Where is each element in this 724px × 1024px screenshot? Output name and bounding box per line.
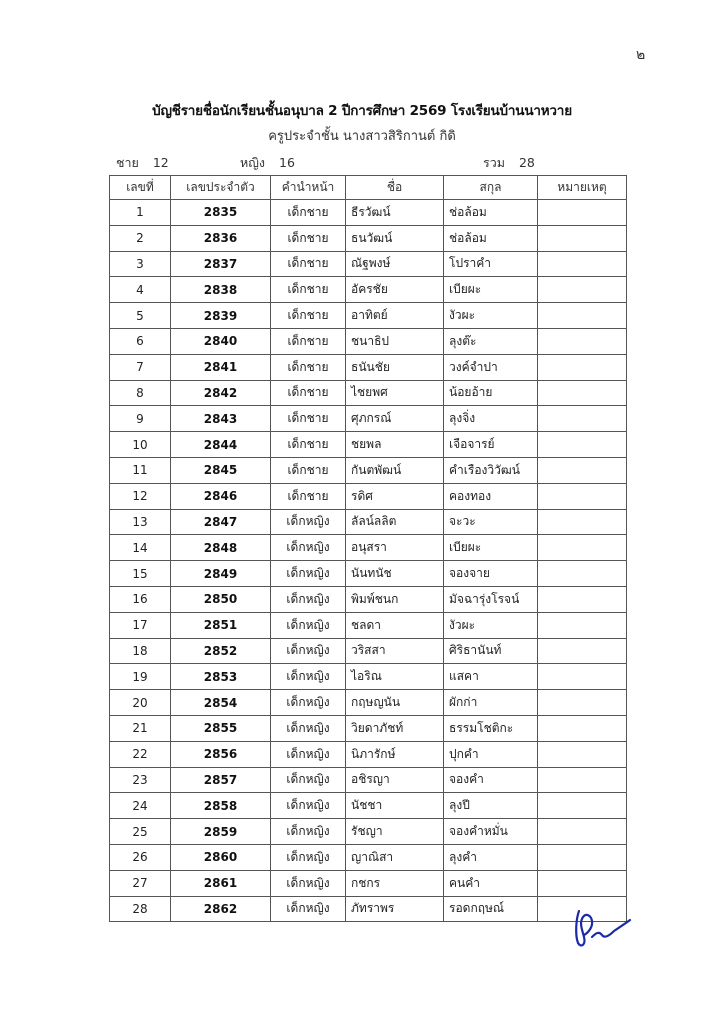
cell-student-id: 2856: [171, 741, 271, 767]
cell-remarks: [538, 767, 627, 793]
cell-number: 13: [110, 509, 171, 535]
table-body: [110, 200, 627, 922]
cell-prefix: เด็กชาย: [271, 200, 346, 226]
cell-last-name: โปราคำ: [444, 251, 538, 277]
cell-last-name: จองจาย: [444, 561, 538, 587]
cell-prefix: เด็กชาย: [271, 277, 346, 303]
cell-student-id: 2845: [171, 457, 271, 483]
table-row: [110, 664, 627, 690]
table-row: [110, 690, 627, 716]
column-header-number: เลขที่: [110, 176, 171, 200]
cell-prefix: เด็กหญิง: [271, 870, 346, 896]
cell-number: 23: [110, 767, 171, 793]
cell-remarks: [538, 225, 627, 251]
cell-student-id: 2852: [171, 638, 271, 664]
cell-prefix: เด็กหญิง: [271, 819, 346, 845]
table-row: [110, 483, 627, 509]
cell-last-name: รอดกฤษณ์: [444, 896, 538, 922]
column-header-student-id: เลขประจำตัว: [171, 176, 271, 200]
cell-student-id: 2859: [171, 819, 271, 845]
cell-number: 16: [110, 586, 171, 612]
cell-number: 21: [110, 715, 171, 741]
cell-number: 5: [110, 303, 171, 329]
cell-last-name: เจือจารย์: [444, 432, 538, 458]
cell-prefix: เด็กชาย: [271, 328, 346, 354]
cell-first-name: อชิรญา: [346, 767, 444, 793]
cell-student-id: 2841: [171, 354, 271, 380]
cell-first-name: นัชชา: [346, 793, 444, 819]
female-count-value: 16: [279, 155, 295, 170]
cell-number: 10: [110, 432, 171, 458]
cell-first-name: กฤษญนัน: [346, 690, 444, 716]
cell-last-name: แสคา: [444, 664, 538, 690]
cell-last-name: ช่อล้อม: [444, 225, 538, 251]
cell-last-name: มัจฉารุ่งโรจน์: [444, 586, 538, 612]
cell-first-name: ภัทราพร: [346, 896, 444, 922]
cell-remarks: [538, 406, 627, 432]
table-row: [110, 793, 627, 819]
cell-student-id: 2842: [171, 380, 271, 406]
signature: [566, 905, 636, 950]
cell-student-id: 2846: [171, 483, 271, 509]
cell-prefix: เด็กหญิง: [271, 509, 346, 535]
cell-number: 25: [110, 819, 171, 845]
table-row: [110, 715, 627, 741]
cell-prefix: เด็กหญิง: [271, 638, 346, 664]
column-header-last-name: สกุล: [444, 176, 538, 200]
cell-prefix: เด็กชาย: [271, 406, 346, 432]
cell-student-id: 2849: [171, 561, 271, 587]
cell-number: 8: [110, 380, 171, 406]
cell-prefix: เด็กชาย: [271, 457, 346, 483]
cell-student-id: 2854: [171, 690, 271, 716]
cell-remarks: [538, 251, 627, 277]
table-row: [110, 432, 627, 458]
cell-student-id: 2839: [171, 303, 271, 329]
cell-last-name: น้อยอ้าย: [444, 380, 538, 406]
cell-student-id: 2857: [171, 767, 271, 793]
table-row: [110, 561, 627, 587]
cell-remarks: [538, 277, 627, 303]
cell-last-name: เบียผะ: [444, 277, 538, 303]
cell-remarks: [538, 483, 627, 509]
cell-prefix: เด็กชาย: [271, 225, 346, 251]
total-count-value: 28: [518, 155, 535, 170]
cell-number: 11: [110, 457, 171, 483]
cell-student-id: 2837: [171, 251, 271, 277]
table-row: [110, 586, 627, 612]
cell-first-name: รัชญา: [346, 819, 444, 845]
cell-first-name: กชกร: [346, 870, 444, 896]
table-row: [110, 844, 627, 870]
cell-first-name: ญาณิสา: [346, 844, 444, 870]
cell-prefix: เด็กชาย: [271, 354, 346, 380]
cell-prefix: เด็กหญิง: [271, 690, 346, 716]
cell-first-name: อนุสรา: [346, 535, 444, 561]
cell-prefix: เด็กหญิง: [271, 844, 346, 870]
cell-remarks: [538, 870, 627, 896]
cell-student-id: 2851: [171, 612, 271, 638]
cell-first-name: วิยดาภัชท์: [346, 715, 444, 741]
cell-prefix: เด็กชาย: [271, 432, 346, 458]
cell-remarks: [538, 844, 627, 870]
cell-prefix: เด็กหญิง: [271, 741, 346, 767]
cell-last-name: จองคำหมั่น: [444, 819, 538, 845]
table-row: [110, 535, 627, 561]
cell-remarks: [538, 664, 627, 690]
table-row: [110, 767, 627, 793]
cell-number: 19: [110, 664, 171, 690]
table-row: [110, 225, 627, 251]
cell-last-name: งัวผะ: [444, 612, 538, 638]
cell-prefix: เด็กหญิง: [271, 664, 346, 690]
cell-number: 15: [110, 561, 171, 587]
female-label: หญิง: [240, 155, 265, 170]
cell-last-name: คองทอง: [444, 483, 538, 509]
cell-student-id: 2840: [171, 328, 271, 354]
table-row: [110, 406, 627, 432]
cell-last-name: ศิริธานันท์: [444, 638, 538, 664]
cell-student-id: 2850: [171, 586, 271, 612]
cell-first-name: ไชยพศ: [346, 380, 444, 406]
male-count: [116, 153, 169, 173]
signature-stroke: [576, 911, 630, 945]
cell-remarks: [538, 612, 627, 638]
table-row: [110, 303, 627, 329]
cell-number: 18: [110, 638, 171, 664]
cell-first-name: นิภารักษ์: [346, 741, 444, 767]
cell-number: 22: [110, 741, 171, 767]
cell-remarks: [538, 586, 627, 612]
cell-number: 6: [110, 328, 171, 354]
cell-last-name: วงค์จำปา: [444, 354, 538, 380]
cell-first-name: ไอริณ: [346, 664, 444, 690]
cell-student-id: 2858: [171, 793, 271, 819]
cell-remarks: [538, 200, 627, 226]
table-row: [110, 509, 627, 535]
cell-last-name: งัวผะ: [444, 303, 538, 329]
cell-student-id: 2860: [171, 844, 271, 870]
cell-first-name: ธนวัฒน์: [346, 225, 444, 251]
cell-remarks: [538, 380, 627, 406]
cell-number: 27: [110, 870, 171, 896]
cell-remarks: [538, 457, 627, 483]
cell-last-name: ลุงจิ่ง: [444, 406, 538, 432]
cell-number: 1: [110, 200, 171, 226]
cell-first-name: รดิศ: [346, 483, 444, 509]
cell-last-name: ลุงปี: [444, 793, 538, 819]
cell-first-name: ชลดา: [346, 612, 444, 638]
cell-last-name: ธรรมโชติกะ: [444, 715, 538, 741]
cell-prefix: เด็กหญิง: [271, 586, 346, 612]
cell-first-name: ณัฐพงษ์: [346, 251, 444, 277]
cell-number: 14: [110, 535, 171, 561]
table-row: [110, 354, 627, 380]
cell-student-id: 2855: [171, 715, 271, 741]
table-row: [110, 741, 627, 767]
cell-student-id: 2843: [171, 406, 271, 432]
cell-student-id: 2847: [171, 509, 271, 535]
cell-first-name: ลัลน์ลลิต: [346, 509, 444, 535]
cell-number: 4: [110, 277, 171, 303]
cell-number: 17: [110, 612, 171, 638]
cell-remarks: [538, 638, 627, 664]
cell-prefix: เด็กหญิง: [271, 561, 346, 587]
student-roster-table: [109, 175, 627, 922]
male-label: ชาย: [116, 155, 139, 170]
cell-last-name: จองคำ: [444, 767, 538, 793]
column-header-first-name: ชื่อ: [346, 176, 444, 200]
cell-prefix: เด็กหญิง: [271, 612, 346, 638]
table-row: [110, 277, 627, 303]
cell-number: 2: [110, 225, 171, 251]
cell-last-name: ผักก่า: [444, 690, 538, 716]
cell-prefix: เด็กชาย: [271, 380, 346, 406]
cell-remarks: [538, 303, 627, 329]
cell-student-id: 2861: [171, 870, 271, 896]
cell-number: 26: [110, 844, 171, 870]
cell-first-name: อาทิตย์: [346, 303, 444, 329]
cell-last-name: คนคำ: [444, 870, 538, 896]
table-row: [110, 612, 627, 638]
cell-first-name: พิมพ์ชนก: [346, 586, 444, 612]
cell-remarks: [538, 509, 627, 535]
cell-student-id: 2838: [171, 277, 271, 303]
cell-student-id: 2835: [171, 200, 271, 226]
cell-remarks: [538, 741, 627, 767]
table-row: [110, 380, 627, 406]
cell-student-id: 2853: [171, 664, 271, 690]
table-row: [110, 870, 627, 896]
cell-first-name: ธนันชัย: [346, 354, 444, 380]
female-count: [240, 153, 295, 173]
table-row: [110, 251, 627, 277]
cell-first-name: วริสสา: [346, 638, 444, 664]
cell-number: 28: [110, 896, 171, 922]
cell-first-name: อัครชัย: [346, 277, 444, 303]
cell-first-name: นันทนัช: [346, 561, 444, 587]
cell-last-name: ช่อล้อม: [444, 200, 538, 226]
cell-number: 9: [110, 406, 171, 432]
page-number: ๒: [636, 47, 646, 63]
cell-remarks: [538, 328, 627, 354]
cell-last-name: ลุงต๊ะ: [444, 328, 538, 354]
cell-number: 20: [110, 690, 171, 716]
cell-last-name: คำเรืองวิวัฒน์: [444, 457, 538, 483]
cell-student-id: 2848: [171, 535, 271, 561]
cell-prefix: เด็กชาย: [271, 303, 346, 329]
cell-number: 24: [110, 793, 171, 819]
cell-first-name: ชยพล: [346, 432, 444, 458]
column-header-remarks: หมายเหตุ: [538, 176, 627, 200]
cell-remarks: [538, 561, 627, 587]
cell-last-name: จะวะ: [444, 509, 538, 535]
cell-last-name: ลุงคำ: [444, 844, 538, 870]
total-label: รวม: [483, 155, 505, 170]
column-header-prefix: คำนำหน้า: [271, 176, 346, 200]
homeroom-teacher: ครูประจำชั้น นางสาวสิริกานต์ กิดิ: [268, 129, 456, 144]
cell-prefix: เด็กชาย: [271, 251, 346, 277]
cell-remarks: [538, 793, 627, 819]
cell-student-id: 2836: [171, 225, 271, 251]
table-row: [110, 638, 627, 664]
cell-remarks: [538, 819, 627, 845]
table-row: [110, 328, 627, 354]
table-header-row: [110, 176, 627, 200]
table-row: [110, 457, 627, 483]
table-row: [110, 200, 627, 226]
cell-student-id: 2862: [171, 896, 271, 922]
cell-remarks: [538, 432, 627, 458]
cell-prefix: เด็กชาย: [271, 483, 346, 509]
male-count-value: 12: [152, 155, 169, 170]
cell-last-name: เบียผะ: [444, 535, 538, 561]
cell-last-name: ปุกคำ: [444, 741, 538, 767]
cell-first-name: ชนาธิป: [346, 328, 444, 354]
cell-prefix: เด็กหญิง: [271, 896, 346, 922]
cell-remarks: [538, 690, 627, 716]
cell-number: 7: [110, 354, 171, 380]
cell-prefix: เด็กหญิง: [271, 715, 346, 741]
cell-prefix: เด็กหญิง: [271, 793, 346, 819]
table-row: [110, 896, 627, 922]
cell-student-id: 2844: [171, 432, 271, 458]
cell-remarks: [538, 535, 627, 561]
document-title: บัญชีรายชื่อนักเรียนชั้นอนุบาล 2 ปีการศึกษา 2569 โรงเรียนบ้านนาหวาย: [152, 103, 572, 119]
cell-first-name: ธีรวัฒน์: [346, 200, 444, 226]
cell-prefix: เด็กหญิง: [271, 535, 346, 561]
cell-prefix: เด็กหญิง: [271, 767, 346, 793]
cell-number: 12: [110, 483, 171, 509]
total-count: [483, 153, 535, 173]
cell-first-name: กันตพัฒน์: [346, 457, 444, 483]
cell-number: 3: [110, 251, 171, 277]
table-row: [110, 819, 627, 845]
cell-remarks: [538, 715, 627, 741]
cell-remarks: [538, 354, 627, 380]
cell-first-name: ศุภกรณ์: [346, 406, 444, 432]
